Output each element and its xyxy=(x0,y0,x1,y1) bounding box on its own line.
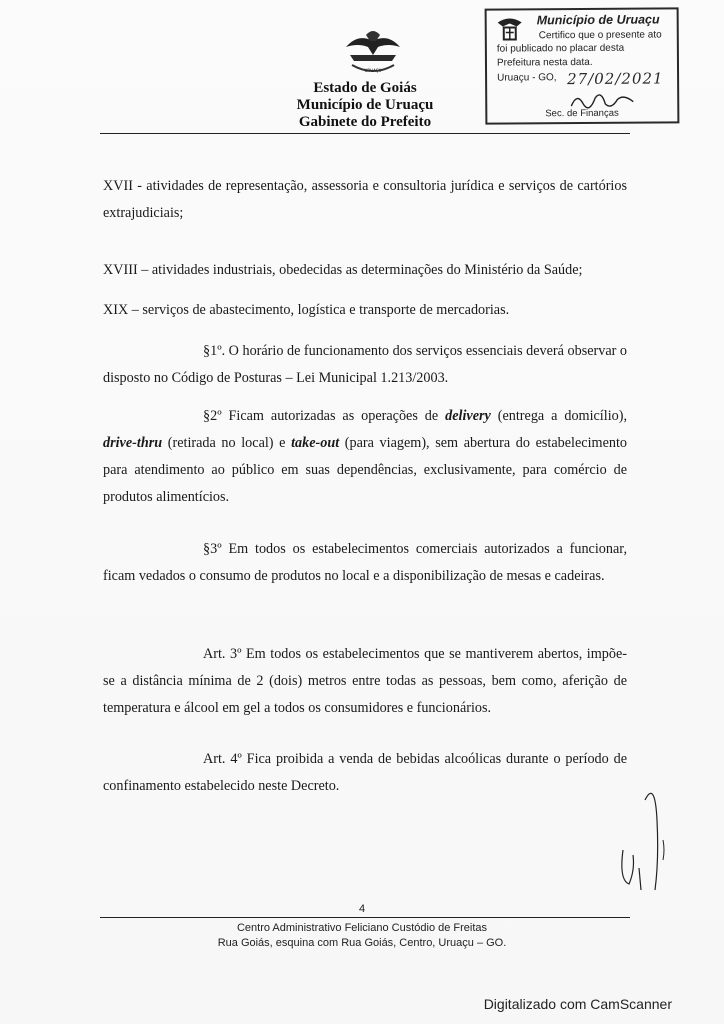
paragraph-2 xyxy=(103,403,627,511)
handwritten-signature xyxy=(615,780,685,900)
stamp-date: 27/02/2021 xyxy=(567,69,664,89)
stamp-line-2: foi publicado no placar desta xyxy=(496,42,625,55)
footer-address xyxy=(0,921,724,951)
term-delivery: delivery xyxy=(445,408,491,424)
paragraph-2-part-a: §2º Ficam autorizadas as operações de xyxy=(203,408,446,424)
term-drive-thru: drive-thru xyxy=(103,435,163,451)
stamp-emblem-icon xyxy=(495,14,525,44)
municipal-coat-of-arms-icon xyxy=(338,25,408,77)
header-divider xyxy=(100,133,630,134)
footer-line-1: Centro Administrativo Feliciano Custódio de Freitas xyxy=(236,922,488,934)
header-office: Gabinete do Prefeito xyxy=(298,114,432,130)
item-xix: XIX – serviços de abastecimento, logística e transporte de mercadorias. xyxy=(103,302,510,318)
stamp-line-1: Certifico que o presente ato xyxy=(538,29,662,42)
article-4: Art. 4º Fica proibida a venda de bebidas alcoólicas durante o período de confinamento estabelecido neste Decreto. xyxy=(103,751,627,794)
article-3: Art. 3º Em todos os estabelecimentos que se mantiverem abertos, impõe-se a distância mínima de 2 (dois) metros entre todas as pessoas, bem como, aferição de temperatura e álcool em gel a todos os consumidores e funcionários. xyxy=(103,646,627,716)
item-xviii: XVIII – atividades industriais, obedecidas as determinações do Ministério da Saúde; xyxy=(103,262,583,278)
stamp-line-4: Uruaçu - GO, xyxy=(497,72,557,84)
footer-divider xyxy=(100,917,630,918)
header-state: Estado de Goiás xyxy=(313,80,417,96)
paragraph-3: §3º Em todos os estabelecimentos comerciais autorizados a funcionar, ficam vedados o consumo de produtos no local e a disponibilização de mesas e cadeiras. xyxy=(103,541,627,584)
stamp-title: Município de Uruaçu xyxy=(536,12,660,28)
page-number: 4 xyxy=(358,903,366,915)
paragraph-2-part-c: (retirada no local) e xyxy=(162,435,292,451)
camscanner-watermark: Digitalizado com CamScanner xyxy=(483,996,672,1012)
footer-line-2: Rua Goiás, esquina com Rua Goiás, Centro, Uruaçu – GO. xyxy=(217,937,507,949)
stamp-footer: Sec. de Finanças xyxy=(545,107,619,120)
paragraph-2-part-d: (para viagem), sem abertura do estabelecimento para atendimento ao público em suas dependências, exclusivamente, para comércio de produtos alimentícios. xyxy=(103,435,627,505)
item-xvii: XVII - atividades de representação, assessoria e consultoria jurídica e serviços de cartórios extrajudiciais; xyxy=(103,178,627,221)
paragraph-2-part-b: (entrega a domicílio), xyxy=(490,408,628,424)
header-municipality: Município de Uruaçu xyxy=(296,97,434,113)
paragraph-1: §1º. O horário de funcionamento dos serviços essenciais deverá observar o disposto no Código de Posturas – Lei Municipal 1.213/2003. xyxy=(103,343,627,386)
stamp-line-3: Prefeitura nesta data. xyxy=(496,56,593,69)
publication-stamp xyxy=(485,7,680,124)
svg-text:URUAÇU: URUAÇU xyxy=(364,68,382,73)
term-take-out: take-out xyxy=(291,435,340,451)
